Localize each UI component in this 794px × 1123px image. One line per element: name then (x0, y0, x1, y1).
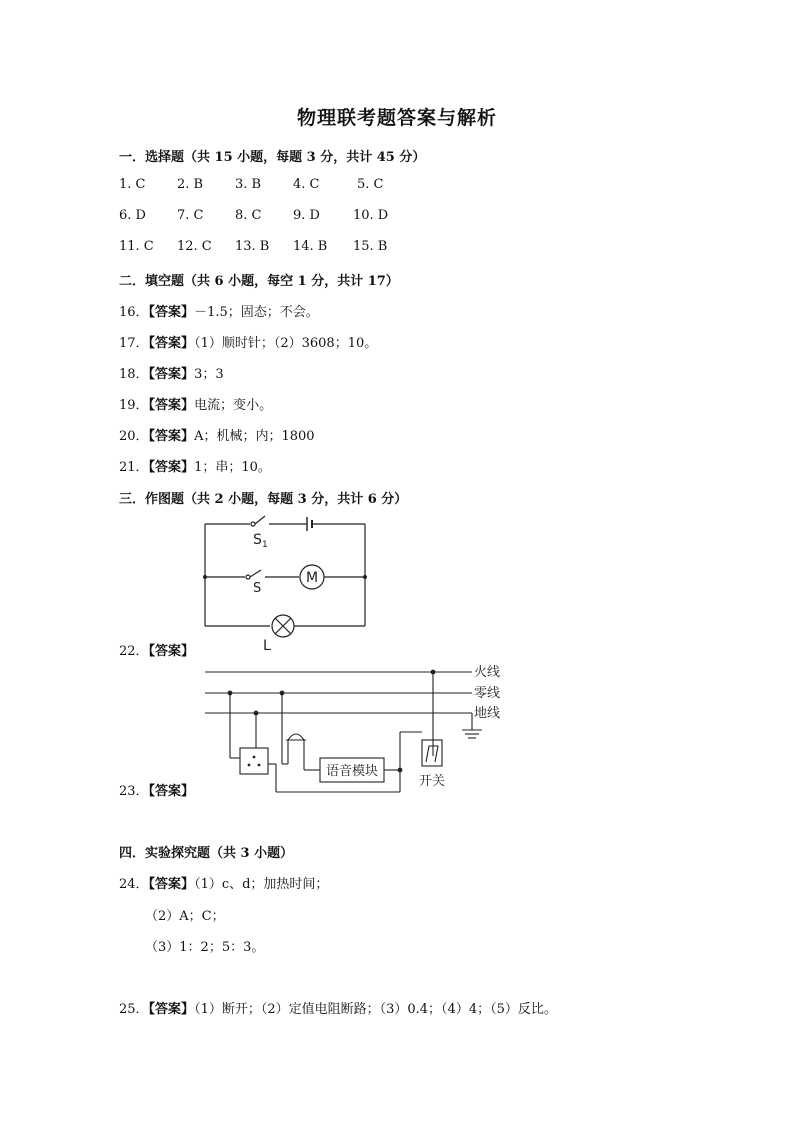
mc-answer: 1. C (119, 177, 146, 192)
mc-answer: 12. C (177, 239, 212, 254)
question-number: 24． (119, 877, 149, 892)
label-motor: M (305, 570, 319, 586)
answer-text: －1.5；固态；不会。 (194, 305, 319, 320)
question-number: 17． (119, 336, 149, 351)
fill-answer-21 (119, 456, 271, 475)
fill-answer-20 (119, 425, 315, 444)
answer-tag: 【答案】 (148, 460, 195, 475)
junction-dot (280, 691, 285, 696)
q24-answer-part-3: （3）1：2；5：3。 (145, 940, 265, 955)
answer-tag: 【答案】 (148, 877, 195, 892)
mc-answer: 4. C (293, 177, 320, 192)
answer-tag: 【答案】 (148, 644, 195, 659)
label-voice-module: 语音模块 (325, 764, 379, 779)
answer-text: 电流；变小。 (194, 398, 273, 413)
answer-text: 3；3 (194, 367, 224, 382)
answer-tag: 【答案】 (148, 1002, 195, 1017)
question-number: 23． (119, 784, 149, 799)
mc-answer: 5. C (357, 177, 384, 192)
mc-answer: 10. D (353, 208, 389, 223)
section-1-heading: 一．选择题（共 15 小题，每题 3 分，共计 45 分） (119, 150, 426, 165)
mc-answer: 6. D (119, 208, 146, 223)
mc-row-2 (119, 208, 388, 223)
mc-row-1 (119, 177, 383, 192)
q24-answer (119, 873, 328, 892)
label-live-wire: 火线 (474, 665, 501, 680)
mc-answer: 13. B (235, 239, 270, 254)
answer-tag: 【答案】 (148, 429, 195, 444)
question-number: 19． (119, 398, 149, 413)
mc-answer: 11. C (119, 239, 154, 254)
mc-answer: 3. B (235, 177, 262, 192)
answer-tag: 【答案】 (148, 336, 195, 351)
junction-dot (398, 768, 403, 773)
q23-answer (119, 780, 194, 799)
fill-answer-18 (119, 363, 224, 382)
junction-dot (228, 691, 233, 696)
mc-answer: 14. B (293, 239, 328, 254)
answer-text: （1）c、d；加热时间； (194, 877, 329, 892)
page-title: 物理联考题答案与解析 (296, 107, 497, 129)
q25-answer (119, 998, 557, 1017)
section-3-heading: 三．作图题（共 2 小题，每题 3 分，共计 6 分） (119, 492, 408, 507)
socket-hole (258, 764, 261, 767)
q24-answer-part-2: （2）A；C； (145, 909, 225, 924)
mc-answer: 8. C (235, 208, 262, 223)
section-4-heading: 四．实验探究题（共 3 小题） (119, 846, 294, 861)
q23-wiring-diagram (200, 660, 510, 795)
label-s: S (253, 581, 262, 596)
label-neutral-wire: 零线 (474, 686, 501, 701)
q22-answer (119, 640, 194, 659)
label-ground-wire: 地线 (474, 706, 501, 721)
answer-text: （1）顺时针；（2）3608；10。 (194, 336, 378, 351)
fill-answer-17 (119, 332, 377, 351)
question-number: 21． (119, 460, 149, 475)
q22-circuit-diagram (195, 512, 375, 652)
section-2-heading: 二．填空题（共 6 小题，每空 1 分，共计 17） (119, 274, 399, 289)
question-number: 16． (119, 305, 149, 320)
mc-answer: 7. C (177, 208, 204, 223)
answer-tag: 【答案】 (148, 784, 195, 799)
label-s1-subscript: 1 (262, 540, 268, 550)
junction-dot (431, 670, 436, 675)
question-number: 20． (119, 429, 149, 444)
junction-dot (254, 711, 259, 716)
mc-answer: 15. B (353, 239, 388, 254)
label-lamp: L (263, 638, 271, 652)
mc-answer: 2. B (177, 177, 204, 192)
answer-text: （1）断开；（2）定值电阻断路；（3）0.4；（4）4；（5）反比。 (194, 1002, 557, 1017)
answer-tag: 【答案】 (148, 305, 195, 320)
answer-text: A；机械；内；1800 (194, 429, 315, 444)
question-number: 18． (119, 367, 149, 382)
mc-row-3 (119, 239, 387, 254)
fill-answer-16 (119, 301, 319, 320)
socket-hole (253, 756, 256, 759)
answer-tag: 【答案】 (148, 367, 195, 382)
label-s1: S (253, 532, 262, 548)
mc-answer: 9. D (293, 208, 320, 223)
socket-hole (248, 764, 251, 767)
question-number: 25． (119, 1002, 149, 1017)
junction-dot (363, 575, 367, 579)
fill-answer-19 (119, 394, 272, 413)
answer-tag: 【答案】 (148, 398, 195, 413)
question-number: 22． (119, 644, 149, 659)
label-switch: 开关 (419, 774, 446, 789)
junction-dot (203, 575, 207, 579)
answer-text: 1；串；10。 (194, 460, 271, 475)
